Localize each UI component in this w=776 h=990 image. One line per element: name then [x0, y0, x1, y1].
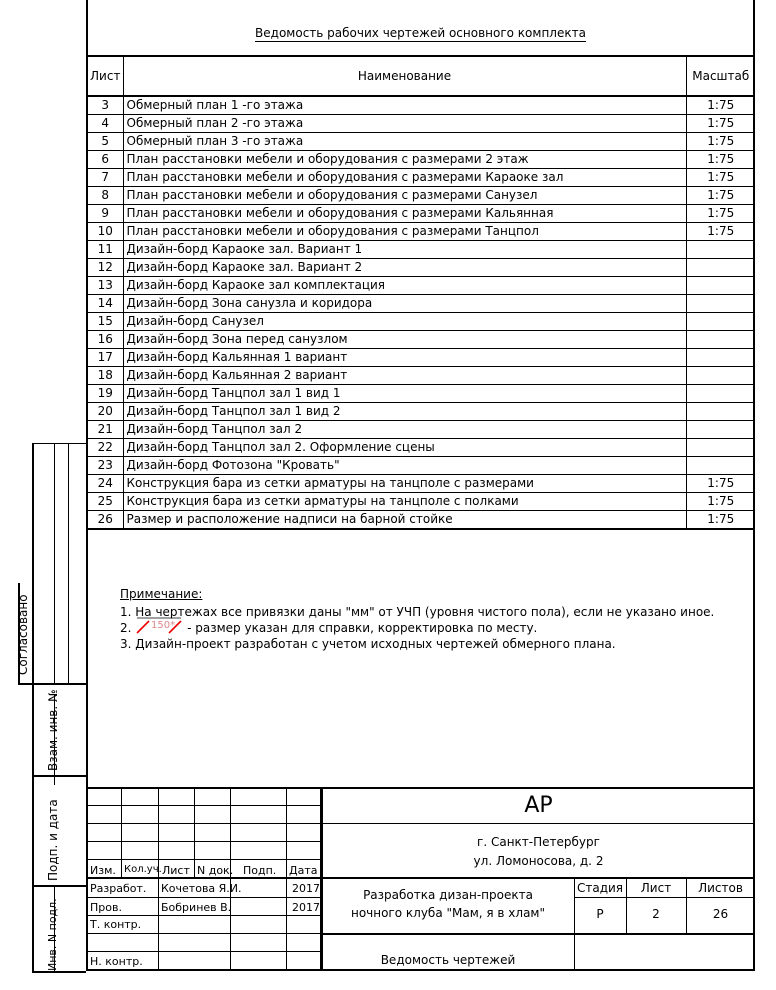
- row-sheet-number: 24: [88, 475, 123, 493]
- row-scale: [686, 403, 755, 421]
- note-2-text: - размер указан для справки, корректировка по месту.: [187, 621, 538, 635]
- row-scale: [686, 367, 755, 385]
- row-scale: 1:75: [686, 475, 755, 493]
- row-name: Дизайн-борд Танцпол зал 1 вид 1: [123, 385, 686, 403]
- sheet-value: 2: [652, 907, 660, 921]
- row-scale: 1:75: [686, 115, 755, 133]
- row-sheet-number: 20: [88, 403, 123, 421]
- row-scale: 1:75: [686, 493, 755, 511]
- binding-strip: [18, 443, 86, 971]
- row-scale: 1:75: [686, 511, 755, 530]
- row-name: Конструкция бара из сетки арматуры на танцполе с размерами: [123, 475, 686, 493]
- row-name: Дизайн-борд Танцпол зал 2. Оформление сцены: [123, 439, 686, 457]
- row-sheet-number: 6: [88, 151, 123, 169]
- row-sheet-number: 13: [88, 277, 123, 295]
- table-row: [88, 475, 755, 493]
- row-name: Размер и расположение надписи на барной стойке: [123, 511, 686, 530]
- note-2: [120, 620, 714, 636]
- soglasovano-label: Согласовано: [16, 594, 30, 675]
- row-name: План расстановки мебели и оборудования с размерами Кальянная: [123, 205, 686, 223]
- role-tkontr: Т. контр.: [90, 918, 142, 931]
- row-scale: [686, 277, 755, 295]
- row-sheet-number: 22: [88, 439, 123, 457]
- table-row: [88, 457, 755, 475]
- dimension-mark: [135, 620, 183, 634]
- header-scale: Масштаб: [686, 56, 755, 96]
- year-razrab: 2017: [292, 882, 320, 895]
- row-scale: [686, 457, 755, 475]
- vzam-inv-label: Взам. инв. №: [46, 689, 60, 771]
- row-sheet-number: 10: [88, 223, 123, 241]
- drawings-list-table: [88, 55, 755, 530]
- table-row: [88, 385, 755, 403]
- table-row: [88, 259, 755, 277]
- row-scale: 1:75: [686, 169, 755, 187]
- note-3: 3. Дизайн-проект разработан с учетом исходных чертежей обмерного плана.: [120, 637, 616, 651]
- row-name: Обмерный план 2 -го этажа: [123, 115, 686, 133]
- row-scale: [686, 385, 755, 403]
- table-row: [88, 367, 755, 385]
- header-sheet: Лист: [88, 56, 123, 96]
- stage-value: Р: [596, 907, 604, 921]
- sheets-value: 26: [712, 907, 729, 921]
- row-name: Конструкция бара из сетки арматуры на танцполе с полками: [123, 493, 686, 511]
- table-row: [88, 295, 755, 313]
- row-sheet-number: 16: [88, 331, 123, 349]
- header-ndok: N док.: [197, 864, 234, 877]
- header-kol: Кол.уч.: [124, 864, 162, 875]
- row-scale: [686, 313, 755, 331]
- row-scale: 1:75: [686, 96, 755, 115]
- title-block: [86, 787, 755, 971]
- row-name: План расстановки мебели и оборудования с размерами Караоке зал: [123, 169, 686, 187]
- row-scale: [686, 331, 755, 349]
- notes-title: Примечание:: [120, 587, 203, 601]
- row-name: Обмерный план 3 -го этажа: [123, 133, 686, 151]
- role-razrab: Разработ.: [90, 882, 147, 895]
- row-sheet-number: 19: [88, 385, 123, 403]
- project-code: АР: [524, 793, 553, 818]
- row-name: Дизайн-борд Кальянная 1 вариант: [123, 349, 686, 367]
- role-nkontr: Н. контр.: [90, 955, 143, 968]
- row-name: Обмерный план 1 -го этажа: [123, 96, 686, 115]
- row-name: Дизайн-борд Кальянная 2 вариант: [123, 367, 686, 385]
- row-name: Дизайн-борд Фотозона "Кровать": [123, 457, 686, 475]
- row-sheet-number: 9: [88, 205, 123, 223]
- row-sheet-number: 11: [88, 241, 123, 259]
- note-2-prefix: 2.: [120, 621, 132, 635]
- header-data: Дата: [289, 864, 318, 877]
- table-row: [88, 421, 755, 439]
- project-line-1: Разработка дизан-проекта: [363, 888, 533, 902]
- name-razrab: Кочетова Я.И.: [161, 882, 242, 895]
- row-sheet-number: 15: [88, 313, 123, 331]
- sheets-label: Листов: [698, 881, 743, 895]
- row-sheet-number: 26: [88, 511, 123, 530]
- header-podp: Подп.: [243, 864, 277, 877]
- table-row: [88, 151, 755, 169]
- inv-podl-label: Инв. N подл.: [46, 898, 59, 971]
- table-row: [88, 331, 755, 349]
- row-name: Дизайн-борд Танцпол зал 1 вид 2: [123, 403, 686, 421]
- row-scale: 1:75: [686, 205, 755, 223]
- row-sheet-number: 25: [88, 493, 123, 511]
- row-name: Дизайн-борд Караоке зал. Вариант 2: [123, 259, 686, 277]
- header-izm: Изм.: [90, 864, 116, 877]
- table-row: [88, 115, 755, 133]
- row-name: Дизайн-борд Караоке зал комплектация: [123, 277, 686, 295]
- row-name: План расстановки мебели и оборудования с размерами 2 этаж: [123, 151, 686, 169]
- document-title: Ведомость чертежей: [380, 953, 516, 967]
- podp-data-label: Подп. и дата: [46, 799, 60, 881]
- row-sheet-number: 8: [88, 187, 123, 205]
- row-sheet-number: 18: [88, 367, 123, 385]
- year-prov: 2017: [292, 901, 320, 914]
- table-row: [88, 313, 755, 331]
- sheet-label: Лист: [640, 881, 672, 895]
- row-scale: [686, 241, 755, 259]
- row-scale: 1:75: [686, 151, 755, 169]
- row-sheet-number: 21: [88, 421, 123, 439]
- table-row: [88, 96, 755, 115]
- row-scale: [686, 421, 755, 439]
- row-sheet-number: 17: [88, 349, 123, 367]
- dimension-value: 150*: [151, 620, 176, 631]
- name-prov: Бобринев В.: [161, 901, 232, 914]
- row-name: Дизайн-борд Санузел: [123, 313, 686, 331]
- row-sheet-number: 7: [88, 169, 123, 187]
- table-row: [88, 493, 755, 511]
- city: г. Санкт-Петербург: [477, 835, 600, 849]
- header-list: Лист: [162, 864, 190, 877]
- row-scale: [686, 439, 755, 457]
- table-row: [88, 133, 755, 151]
- table-row: [88, 403, 755, 421]
- row-sheet-number: 3: [88, 96, 123, 115]
- row-sheet-number: 23: [88, 457, 123, 475]
- table-row: [88, 349, 755, 367]
- table-row: [88, 277, 755, 295]
- row-sheet-number: 14: [88, 295, 123, 313]
- stage-label: Стадия: [576, 881, 624, 895]
- row-scale: 1:75: [686, 187, 755, 205]
- row-sheet-number: 5: [88, 133, 123, 151]
- project-line-2: ночного клуба "Мам, я в хлам": [350, 906, 546, 920]
- row-scale: 1:75: [686, 133, 755, 151]
- row-name: План расстановки мебели и оборудования с размерами Санузел: [123, 187, 686, 205]
- row-scale: [686, 349, 755, 367]
- note-1: 1. На чертежах все привязки даны "мм" от УЧП (уровня чистого пола), если не указано иное.: [120, 605, 715, 619]
- table-row: [88, 241, 755, 259]
- table-row: [88, 205, 755, 223]
- table-row: [88, 511, 755, 530]
- row-name: План расстановки мебели и оборудования с размерами Танцпол: [123, 223, 686, 241]
- header-name: Наименование: [123, 56, 686, 96]
- sheet-title: Ведомость рабочих чертежей основного комплекта: [255, 26, 586, 40]
- table-row: [88, 439, 755, 457]
- row-name: Дизайн-борд Зона перед санузлом: [123, 331, 686, 349]
- row-name: Дизайн-борд Танцпол зал 2: [123, 421, 686, 439]
- row-name: Дизайн-борд Зона санузла и коридора: [123, 295, 686, 313]
- row-scale: [686, 295, 755, 313]
- street: ул. Ломоносова, д. 2: [473, 854, 604, 868]
- table-row: [88, 169, 755, 187]
- table-row: [88, 187, 755, 205]
- notes: [120, 586, 714, 652]
- row-name: Дизайн-борд Караоке зал. Вариант 1: [123, 241, 686, 259]
- row-sheet-number: 12: [88, 259, 123, 277]
- row-scale: 1:75: [686, 223, 755, 241]
- row-scale: [686, 259, 755, 277]
- role-prov: Пров.: [90, 901, 122, 914]
- row-sheet-number: 4: [88, 115, 123, 133]
- table-row: [88, 223, 755, 241]
